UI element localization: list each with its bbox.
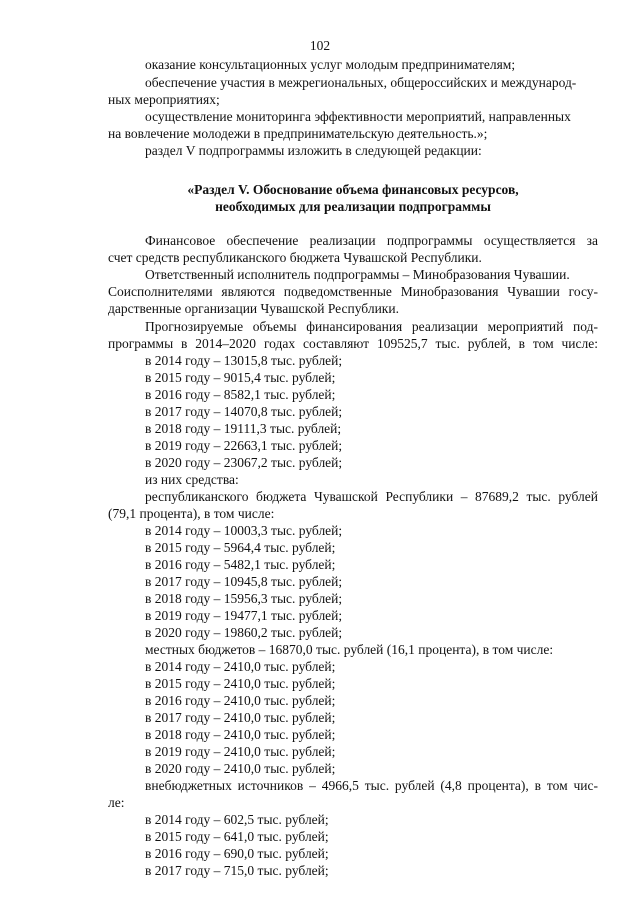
list-item: в 2015 году – 5964,4 тыс. рублей; [145,540,336,555]
list-item: в 2017 году – 2410,0 тыс. рублей; [145,710,336,725]
list-item: оказание консультационных услуг молодым предпринимателям; [145,57,516,72]
paragraph-line: внебюджетных источников – 4966,5 тыс. рублей (4,8 процента), в том чис- [145,778,598,793]
paragraph-line: дарственные организации Чувашской Республики. [108,301,399,316]
paragraph-line: Прогнозируемые объемы финансирования реализации мероприятий под- [145,319,598,334]
paragraph-line: Соисполнителями являются подведомственные Минобразования Чувашии госу- [108,284,598,299]
section-heading-line-2: необходимых для реализации подпрограммы [215,199,491,214]
list-item: в 2018 году – 15956,3 тыс. рублей; [145,591,343,606]
list-item: в 2016 году – 690,0 тыс. рублей; [145,846,329,861]
list-item: в 2014 году – 602,5 тыс. рублей; [145,812,329,827]
list-item: в 2019 году – 19477,1 тыс. рублей; [145,608,343,623]
list-item: в 2020 году – 23067,2 тыс. рублей; [145,455,343,470]
paragraph-line: из них средства: [145,472,239,487]
list-item: в 2014 году – 10003,3 тыс. рублей; [145,523,343,538]
paragraph-line: (79,1 процента), в том числе: [108,506,275,521]
list-item-continuation: ных мероприятиях; [108,92,220,107]
list-item: в 2016 году – 5482,1 тыс. рублей; [145,557,336,572]
list-item: в 2019 году – 2410,0 тыс. рублей; [145,744,336,759]
paragraph-line: раздел V подпрограммы изложить в следующей редакции: [145,143,482,158]
list-item: в 2019 году – 22663,1 тыс. рублей; [145,438,343,453]
list-item: осуществление мониторинга эффективности мероприятий, направленных [145,109,571,124]
list-item: в 2015 году – 641,0 тыс. рублей; [145,829,329,844]
list-item: в 2017 году – 14070,8 тыс. рублей; [145,404,343,419]
list-item: в 2015 году – 2410,0 тыс. рублей; [145,676,336,691]
page-number: 102 [309,38,331,53]
list-item: в 2014 году – 2410,0 тыс. рублей; [145,659,336,674]
list-item: в 2015 году – 9015,4 тыс. рублей; [145,370,336,385]
list-item: в 2017 году – 715,0 тыс. рублей; [145,863,329,878]
list-item: в 2017 году – 10945,8 тыс. рублей; [145,574,343,589]
paragraph-line: счет средств республиканского бюджета Чувашской Республики. [108,250,482,265]
list-item: в 2018 году – 19111,3 тыс. рублей; [145,421,342,436]
paragraph-line: ле: [108,795,125,810]
list-item: в 2016 году – 8582,1 тыс. рублей; [145,387,336,402]
list-item: в 2016 году – 2410,0 тыс. рублей; [145,693,336,708]
paragraph-line: Финансовое обеспечение реализации подпрограммы осуществляется за [145,233,598,248]
section-heading-line-1: «Раздел V. Обоснование объема финансовых ресурсов, [187,182,519,197]
paragraph-line: программы в 2014–2020 годах составляют 109525,7 тыс. рублей, в том числе: [108,336,598,351]
list-item: в 2018 году – 2410,0 тыс. рублей; [145,727,336,742]
paragraph-line: Ответственный исполнитель подпрограммы – Минобразования Чувашии. [145,267,570,282]
list-item: в 2020 году – 19860,2 тыс. рублей; [145,625,343,640]
paragraph-line: республиканского бюджета Чувашской Республики – 87689,2 тыс. рублей [145,489,598,504]
list-item: в 2014 году – 13015,8 тыс. рублей; [145,353,343,368]
list-item-continuation: на вовлечение молодежи в предпринимательскую деятельность.»; [108,126,488,141]
paragraph-line: местных бюджетов – 16870,0 тыс. рублей (16,1 процента), в том числе: [145,642,554,657]
list-item: в 2020 году – 2410,0 тыс. рублей; [145,761,336,776]
list-item: обеспечение участия в межрегиональных, общероссийских и международ- [145,75,577,90]
